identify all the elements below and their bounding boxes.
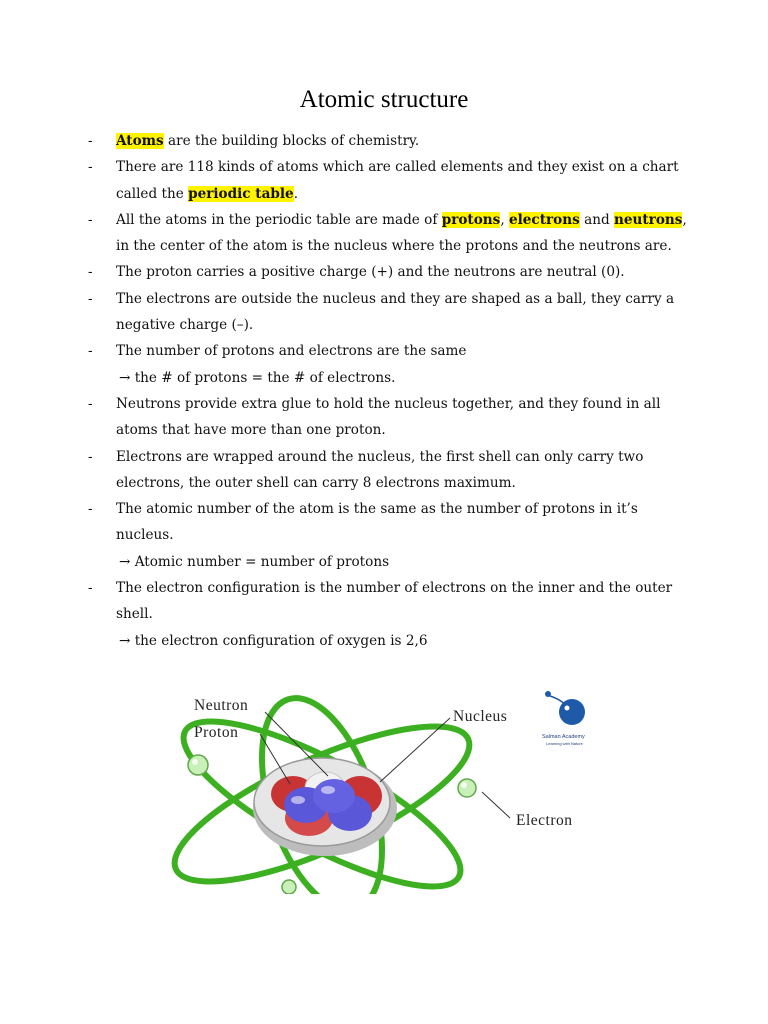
bullet-text <box>116 501 638 543</box>
bullet-item <box>88 391 688 444</box>
text-run: The number of protons and electrons are the same <box>116 343 467 360</box>
bullet-item <box>88 128 688 154</box>
text-run: . <box>293 185 299 202</box>
nucleus-label: Nucleus <box>453 708 508 725</box>
bullet-dash: - <box>88 159 93 176</box>
highlighted-term: periodic table <box>188 185 294 202</box>
highlighted-term: neutrons <box>613 211 683 228</box>
particle-highlight <box>291 796 305 804</box>
bullet-item <box>88 207 688 260</box>
text-run: Neutrons provide extra glue to hold the nucleus together, and they found in all atoms that have more than one proton. <box>116 395 661 439</box>
arrow-note: → Atomic number = number of protons <box>119 553 390 570</box>
highlighted-term: Atoms <box>116 133 164 149</box>
logo-subtitle: Learning with Nature <box>546 741 583 746</box>
bullet-dash: - <box>88 343 93 360</box>
atom-diagram <box>170 684 620 894</box>
bullet-text <box>116 264 625 280</box>
text-run: The electron configuration is the number of electrons on the inner and the outer shell. <box>116 580 673 623</box>
bullet-dash: - <box>88 501 93 518</box>
bullet-item <box>88 338 688 391</box>
bullet-item <box>88 154 688 207</box>
electron-ball <box>282 880 296 894</box>
highlighted-term: electrons <box>508 211 580 228</box>
text-run: , in the center of the atom is the nucleus where the protons and the neutrons are. <box>116 211 687 255</box>
bullet-dash: - <box>88 211 93 228</box>
text-run: The atomic number of the atom is the same as the number of protons in it’s nucleus. <box>116 501 638 544</box>
arrow-note: → the electron configuration of oxygen is 2,6 <box>119 632 428 649</box>
neutron-label: Neutron <box>194 697 249 714</box>
particle-highlight <box>321 786 335 794</box>
bullet-item <box>88 259 688 285</box>
text-run: All the atoms in the periodic table are made of <box>116 211 442 228</box>
bullet-text <box>116 212 687 254</box>
highlighted-term: protons <box>441 211 501 228</box>
text-run: There are 118 kinds of atoms which are called elements and they exist on a chart called the <box>116 159 679 202</box>
bullet-text <box>116 291 674 333</box>
bullet-text <box>116 580 672 622</box>
bullet-text <box>116 396 661 438</box>
bullet-dash: - <box>88 290 93 307</box>
bullet-dash: - <box>88 448 93 465</box>
neutron-particle <box>313 779 355 813</box>
bullet-dash: - <box>88 580 93 597</box>
bullet-item <box>88 444 688 497</box>
proton-label: Proton <box>194 724 239 741</box>
text-run: Electrons are wrapped around the nucleus, the first shell can only carry two electrons, the outer shell can carry 8 electrons maximum. <box>116 448 644 491</box>
text-run: , <box>500 211 509 228</box>
salman-academy-logo <box>542 691 585 746</box>
bullet-item <box>88 575 688 654</box>
text-run: and <box>579 211 614 228</box>
logo-title: Salman Academy <box>542 734 585 740</box>
electron-ball <box>188 755 208 775</box>
bullet-text <box>116 343 466 359</box>
bullet-item <box>88 496 688 575</box>
electron-label: Electron <box>516 812 573 829</box>
text-run: are the building blocks of chemistry. <box>163 133 420 149</box>
text-run: The proton carries a positive charge (+) and the neutrons are neutral (0). <box>116 264 625 281</box>
bullet-text <box>116 133 419 149</box>
bullet-dash: - <box>88 264 93 281</box>
bullet-text <box>116 159 679 201</box>
bullet-list <box>88 128 688 654</box>
electron-ball <box>458 779 476 797</box>
bullet-dash: - <box>88 133 93 149</box>
bullet-item <box>88 286 688 339</box>
text-run: The electrons are outside the nucleus and they are shaped as a ball, they carry a negative charge (–). <box>116 290 675 334</box>
bullet-dash: - <box>88 395 93 412</box>
bullet-text <box>116 449 643 491</box>
page-title: Atomic structure <box>299 86 469 113</box>
arrow-note: → the # of protons = the # of electrons. <box>119 369 396 386</box>
